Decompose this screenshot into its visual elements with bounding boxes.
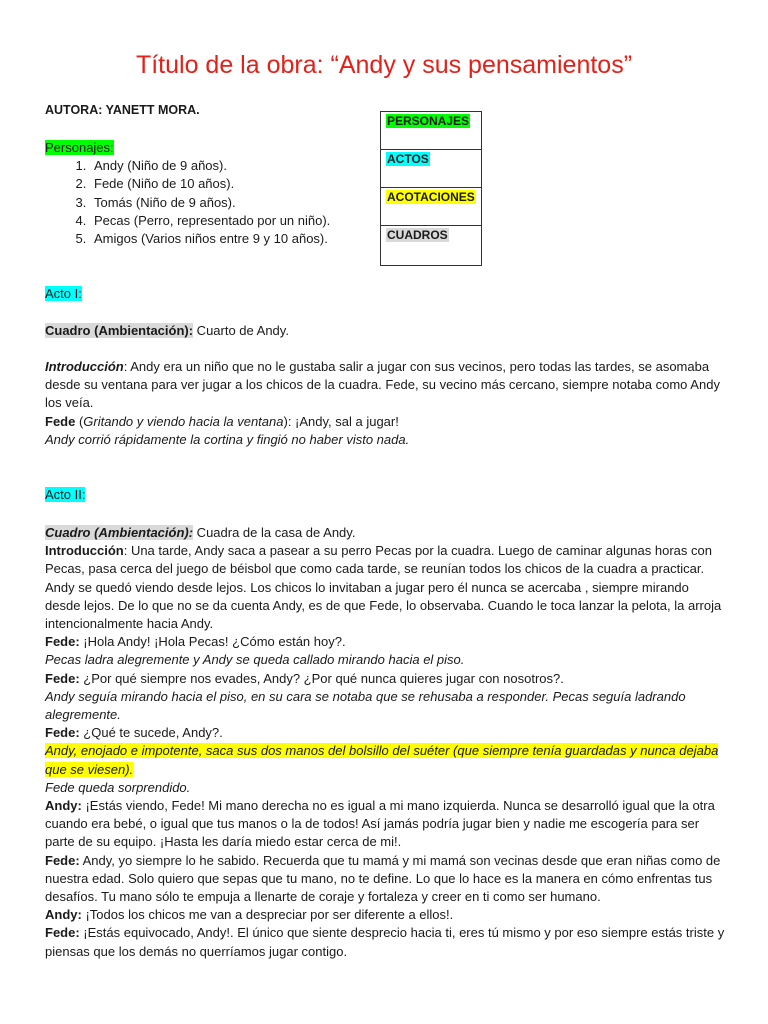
act-2-body bbox=[45, 524, 725, 961]
dialogue-text: ¿Qué te sucede, Andy?. bbox=[79, 725, 223, 741]
stage-direction: Fede queda sorprendido. bbox=[45, 779, 191, 795]
dialogue-text: ): ¡Andy, sal a jugar! bbox=[283, 413, 399, 429]
list-item: 2. Fede (Niño de 10 años). bbox=[90, 175, 725, 193]
stage-direction: Andy seguía mirando hacia el piso, en su cara se notaba que se rehusaba a responder. Pecas seguía ladrando alegremente. bbox=[45, 688, 686, 723]
speaker-label: Andy: bbox=[45, 798, 82, 814]
legend-label: ACTOS bbox=[387, 152, 429, 166]
legend-label: PERSONAJES bbox=[387, 114, 470, 128]
act-1-heading bbox=[45, 285, 725, 303]
stage-direction: Pecas ladra alegremente y Andy se queda callado mirando hacia el piso. bbox=[45, 652, 465, 668]
legend-label: ACOTACIONES bbox=[387, 190, 475, 204]
characters-list bbox=[45, 157, 725, 248]
act-1-scene bbox=[45, 322, 725, 340]
list-item: 3. Tomás (Niño de 9 años). bbox=[90, 194, 725, 212]
stage-direction: Andy corrió rápidamente la cortina y fingió no haber visto nada. bbox=[45, 431, 410, 447]
act-heading: Acto II: bbox=[45, 487, 86, 502]
speaker-label: Fede bbox=[45, 413, 76, 429]
intro-text: : Una tarde, Andy saca a pasear a su perro Pecas por la cuadra. Luego de caminar algunas horas con Pecas, pasa cerca del juego de béisbol que como cada tarde, se reunían todos los chicos de la cuadra a practicar. Andy se quedó viendo desde lejos. Los chicos lo invitaban a jugar pero él nunca se acercaba , siempre mirando desde lejos. De lo que no se da cuenta Andy, es de que Fede, lo observaba. Cuando le toca lanzar la pelota, la arroja intencionalmente hacia Andy. bbox=[45, 543, 722, 632]
dialogue-text: ¡Todos los chicos me van a despreciar por ser diferente a ellos!. bbox=[81, 907, 454, 923]
speaker-label: Fede: bbox=[45, 634, 80, 650]
speaker-label: Fede: bbox=[45, 725, 80, 741]
characters-heading: Personajes: bbox=[45, 140, 114, 155]
legend-label: CUADROS bbox=[387, 228, 448, 242]
characters-section bbox=[45, 139, 725, 248]
speaker-label: Andy: bbox=[45, 907, 82, 923]
scene-label: Cuadro (Ambientación): bbox=[45, 323, 194, 338]
document-title: Título de la obra: “Andy y sus pensamientos” bbox=[135, 51, 633, 79]
speaker-label: Fede: bbox=[45, 852, 80, 868]
scene-text: Cuarto de Andy. bbox=[193, 323, 289, 338]
list-item: 1. Andy (Niño de 9 años). bbox=[90, 157, 725, 175]
intro-label: Introducción bbox=[45, 359, 124, 374]
paren-text: ( bbox=[75, 413, 84, 429]
list-item: 5. Amigos (Varios niños entre 9 y 10 años). bbox=[90, 230, 725, 248]
author-line: AUTORA: YANETT MORA. bbox=[45, 103, 200, 117]
stage-direction: Gritando y viendo hacia la ventana bbox=[83, 413, 284, 429]
act-1-body bbox=[45, 358, 725, 449]
dialogue-text: ¡Estás viendo, Fede! Mi mano derecha no es igual a mi mano izquierda. Nunca se desarrolló igual que la otra cuando era bebé, o igual que tus manos o la de todos! Así jamás podría jugar bien y nadie me escogería para ser parte de su equipo. ¡Hasta les daría miedo estar cerca de mi!. bbox=[45, 798, 715, 850]
act-2-heading bbox=[45, 486, 725, 504]
intro-text: : Andy era un niño que no le gustaba salir a jugar con sus vecinos, pero todas las tardes, se asomaba desde su ventana para ver jugar a los chicos de la cuadra. Fede, su vecino más cercano, siempre notaba como Andy los veía. bbox=[45, 359, 720, 411]
list-item: 4. Pecas (Perro, representado por un niño). bbox=[90, 212, 725, 230]
dialogue-text: ¡Hola Andy! ¡Hola Pecas! ¿Cómo están hoy?. bbox=[79, 634, 346, 650]
stage-direction-highlighted: Andy, enojado e impotente, saca sus dos manos del bolsillo del suéter (que siempre tenía guardadas y nunca dejaba que se viesen). bbox=[45, 743, 719, 777]
dialogue-text: ¿Por qué siempre nos evades, Andy? ¿Por qué nunca quieres jugar con nosotros?. bbox=[79, 670, 564, 686]
scene-label: Cuadro (Ambientación): bbox=[45, 525, 194, 540]
dialogue-text: ¡Estás equivocado, Andy!. El único que siente desprecio hacia ti, eres tú mismo y por eso siempre estás triste y piensas que los demás no querríamos jugar contigo. bbox=[45, 925, 725, 959]
speaker-label: Fede: bbox=[45, 925, 80, 941]
intro-label: Introducción bbox=[45, 543, 124, 559]
scene-text: Cuadra de la casa de Andy. bbox=[193, 525, 356, 540]
speaker-label: Fede: bbox=[45, 670, 80, 686]
dialogue-text: Andy, yo siempre lo he sabido. Recuerda que tu mamá y mi mamá son vecinas desde que eran niñas como de nuestra edad. Solo quiero que sepas que tu mano, no te define. Lo que lo hace es la manera en cómo enfrentas tus desafíos. Tu mano sólo te empuja a llenarte de coraje y fortaleza y creer en ti como ser humano. bbox=[45, 852, 721, 905]
act-heading: Acto I: bbox=[45, 286, 82, 301]
